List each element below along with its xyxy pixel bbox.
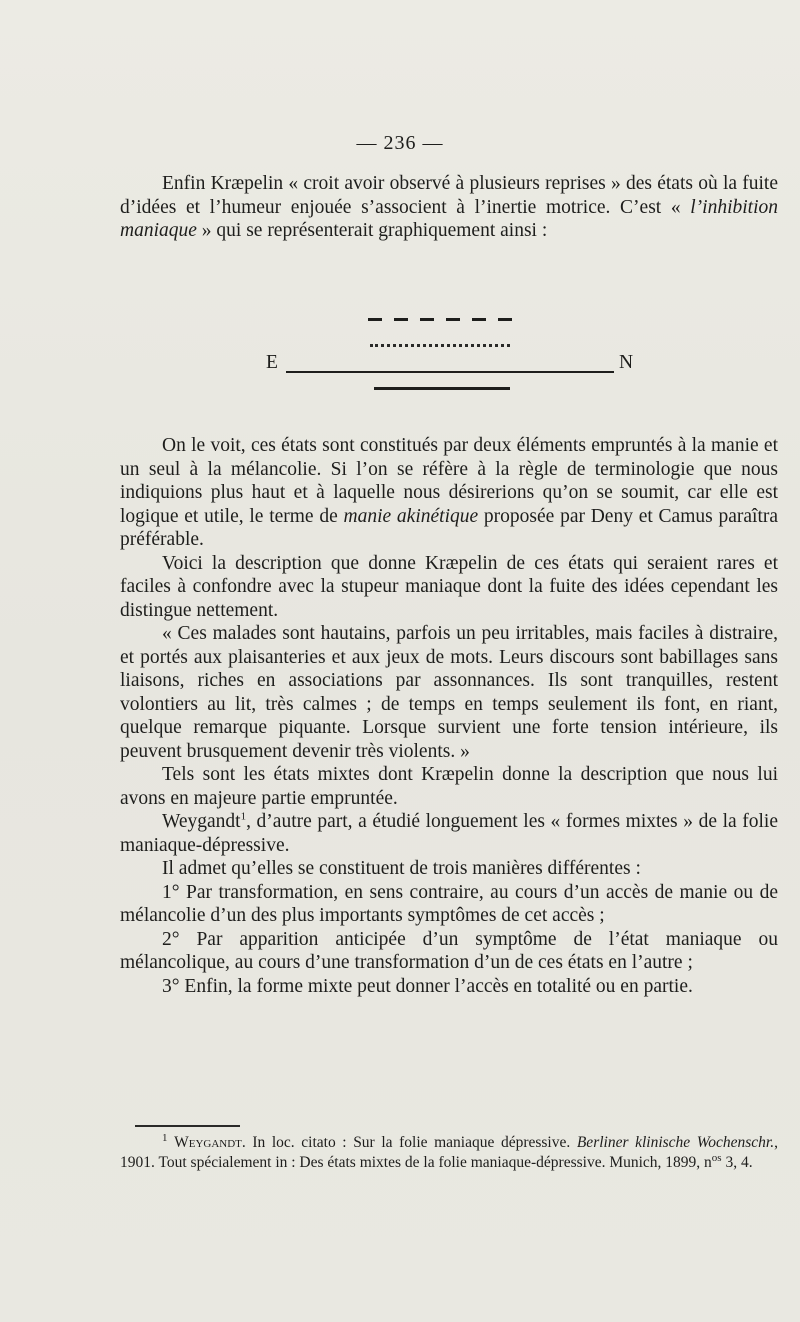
paragraph-2: Voici la description que donne Kræpelin de ces états qui seraient rares et faciles à confondre avec la stupeur maniaque dont la fuite des idées cependant les distingue nettement.: [120, 552, 778, 621]
list-item-3: 3° Enfin, la forme mixte peut donner l’accès en totalité ou en partie.: [162, 975, 693, 997]
list-item-1: 1° Par transformation, en sens contraire, au cours d’un accès de manie ou de mélancolie d’un des plus importants symptômes de cet accès ;: [120, 881, 778, 926]
dash-segment: [420, 318, 434, 321]
p5-text: , d’autre part, a étudié longuement les « formes mixtes » de la folie maniaque-dépressive.: [120, 811, 778, 856]
footnote-reference: 1: [240, 810, 247, 823]
paragraph-3-quote: « Ces malades sont hautains, parfois un peu irritables, mais faciles à distraire, et portés aux plaisanteries et aux jeux de mots. Leurs discours sont babillages sans liaisons, riches en associations par assonnances. Ils sont tranquilles, restent volontiers au lit, très calmes ; de temps en temps seulement ils font, en riant, quelque remarque piquante. Lorsque survient une forte tension intérieure, ils peuvent brusquement devenir très violents. »: [120, 623, 778, 762]
footnote-text: [120, 1133, 778, 1172]
intro-text-2: » qui se représenterait graphiquement ainsi :: [196, 220, 548, 241]
dotted-line: [370, 344, 510, 347]
paragraph-1: [120, 434, 778, 552]
paragraph-5: [120, 810, 778, 857]
paragraph-6: Il admet qu’elles se constituent de trois manières différentes :: [162, 858, 641, 879]
dash-segment: [368, 318, 382, 321]
p1-italic-term: manie akinétique: [343, 505, 479, 527]
inhibition-diagram: [0, 300, 800, 410]
footnote-text-2: , 1901. Tout spécialement in : Des états mixtes de la folie maniaque-dépressive. Munich, 1899, n: [120, 1134, 778, 1171]
footnote-text-1: In loc. citato : Sur la folie maniaque dépressive.: [245, 1134, 577, 1151]
thick-line: [374, 387, 510, 390]
dash-segment: [498, 318, 512, 321]
footnote-author: Weygandt.: [174, 1134, 246, 1151]
intro-text-1: Enfin Kræpelin « croit avoir observé à plusieurs reprises » des états où la fuite d’idées et l’humeur enjouée s’associent à l’inertie motrice. C’est «: [120, 173, 778, 218]
diagram-label-right: N: [619, 352, 634, 373]
dashed-line: [368, 318, 512, 324]
dash-segment: [472, 318, 486, 321]
paragraph-4: Tels sont les états mixtes dont Kræpelin donne la description que nous lui avons en majeure partie empruntée.: [120, 764, 778, 809]
paragraph-intro: [120, 172, 778, 243]
p5-author: Weygandt: [162, 811, 241, 832]
solid-line: [286, 371, 614, 373]
dash-segment: [446, 318, 460, 321]
footnote-separator: [135, 1125, 240, 1127]
page-number: — 236 —: [356, 132, 444, 154]
footnote-os-sup: os: [711, 1151, 722, 1164]
list-item-2: 2° Par apparition anticipée d’un symptôme de l’état maniaque ou mélancolique, au cours d’une transformation d’un de ces états en l’autre ;: [120, 928, 778, 973]
diagram-label-left: E: [266, 352, 278, 373]
body-text: [120, 434, 778, 998]
dash-segment: [394, 318, 408, 321]
footnote-number: 1: [162, 1131, 168, 1144]
p1-text-2: proposée par Deny et Camus paraîtra préférable.: [120, 505, 779, 550]
footnote: [120, 1133, 778, 1172]
intro-italic-term: l’inhibition maniaque: [120, 196, 778, 241]
footnote-text-3: 3, 4.: [721, 1153, 753, 1171]
footnote-journal: Berliner klinische Wochenschr.: [576, 1134, 775, 1151]
intro-paragraph: [120, 172, 778, 243]
p1-text-1: On le voit, ces états sont constitués par deux éléments empruntés à la manie et un seul à la mélancolie. Si l’on se réfère à la règle de terminologie que nous indiquions plus haut et à laquelle nous désirerions qu’on se soumit, car elle est logique et utile, le terme de: [120, 435, 778, 527]
